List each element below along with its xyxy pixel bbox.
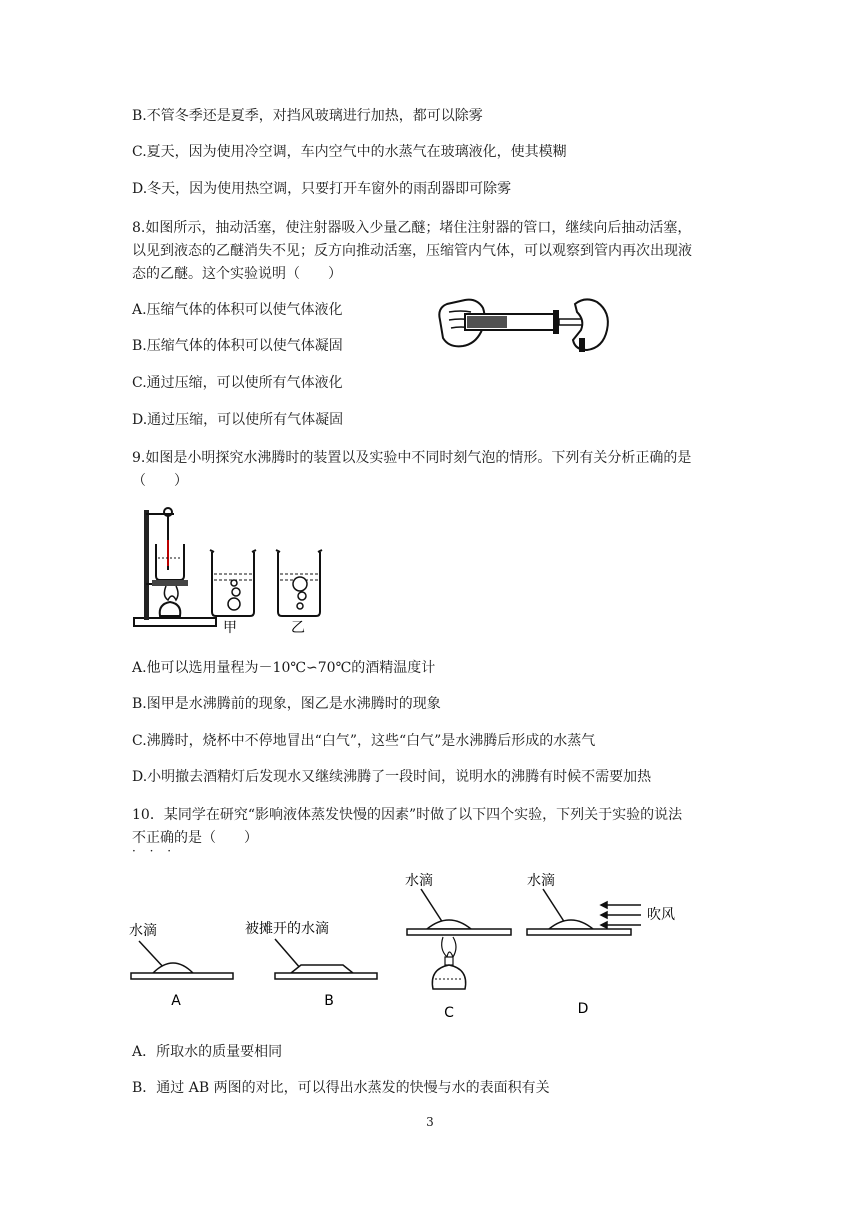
boiling-apparatus-figure — [132, 500, 352, 635]
fig-b-label: 被摊开的水滴 — [245, 921, 329, 937]
q7-option-b: B.不管冬季还是夏季，对挡风玻璃进行加热，都可以除雾 — [132, 108, 483, 124]
q8-stem-line3: 态的乙醚。这个实验说明（ ） — [132, 266, 342, 282]
plate-c — [407, 929, 511, 935]
q8-option-d: D.通过压缩，可以使所有气体凝固 — [132, 412, 344, 428]
water-drop-b — [291, 965, 353, 973]
plate-d — [527, 929, 631, 935]
q7-option-c: C.夏天，因为使用冷空调，车内空气中的水蒸气在玻璃液化，使其模糊 — [132, 144, 567, 160]
q9-option-a: A.他可以选用量程为－10℃∽70℃的酒精温度计 — [132, 660, 436, 676]
evaporation-figure — [125, 865, 685, 1025]
q9-stem-line1: 9.如图是小明探究水沸腾时的装置以及实验中不同时刻气泡的情形。下列有关分析正确的是 — [132, 450, 692, 466]
syringe-figure — [435, 290, 615, 360]
alcohol-lamp-icon — [432, 965, 465, 989]
flame-icon — [442, 937, 456, 957]
q8-option-c: C.通过压缩，可以使所有气体液化 — [132, 375, 343, 391]
q10-option-b: B．通过 AB 两图的对比，可以得出水蒸发的快慢与水的表面积有关 — [132, 1080, 550, 1096]
q7-option-d: D.冬天，因为使用热空调，只要打开车窗外的雨刮器即可除雾 — [132, 181, 512, 197]
water-drop-a — [153, 963, 193, 973]
q10-stem-line2: 不正确的是（ ） — [132, 830, 258, 846]
plate-a — [131, 973, 233, 979]
fig-c-label: 水滴 — [405, 873, 433, 889]
q8-stem-line2: 以见到液态的乙醚消失不见；反方向推动活塞，压缩管内气体，可以观察到管内再次出现液 — [132, 243, 692, 259]
fig-a-label: 水滴 — [129, 923, 157, 939]
q9-option-c: C.沸腾时，烧杯中不停地冒出“白气”，这些“白气”是水沸腾后形成的水蒸气 — [132, 733, 596, 749]
alcohol-lamp-icon — [160, 602, 181, 616]
water-drop-c — [427, 920, 471, 929]
emphasis-dots: · · · — [132, 844, 177, 858]
q9-option-d: D.小明撤去酒精灯后发现水又继续沸腾了一段时间，说明水的沸腾有时候不需要加热 — [132, 769, 652, 785]
plate-b — [275, 973, 377, 979]
q8-stem-line1: 8.如图所示，抽动活塞，使注射器吸入少量乙醚；堵住注射器的管口，继续向后抽动活塞， — [132, 220, 692, 236]
page-number: 3 — [426, 1115, 434, 1129]
fig-a-caption: A — [171, 993, 181, 1009]
q10-option-a: A．所取水的质量要相同 — [132, 1044, 283, 1060]
fig-c-caption: C — [444, 1005, 454, 1021]
stand-rod — [144, 510, 149, 620]
flame-icon — [164, 586, 178, 600]
q10-stem-line1: 10．某同学在研究“影响液体蒸发快慢的因素”时做了以下四个实验，下列关于实验的说法 — [132, 807, 683, 823]
q9-option-b: B.图甲是水沸腾前的现象，图乙是水沸腾时的现象 — [132, 696, 441, 712]
fig-b-caption: B — [324, 993, 334, 1009]
fig-d-caption: D — [577, 1001, 589, 1017]
wind-label: 吹风 — [647, 907, 675, 923]
fig-label-yi: 乙 — [291, 620, 305, 635]
q9-stem-line2: （ ） — [132, 473, 188, 489]
fig-d-label: 水滴 — [527, 873, 555, 889]
fig-label-jia: 甲 — [223, 620, 237, 635]
wind-arrows-icon — [601, 902, 641, 928]
q8-option-b: B.压缩气体的体积可以使气体凝固 — [132, 338, 343, 354]
water-drop-d — [549, 920, 593, 929]
q8-option-a: A.压缩气体的体积可以使气体液化 — [132, 302, 343, 318]
